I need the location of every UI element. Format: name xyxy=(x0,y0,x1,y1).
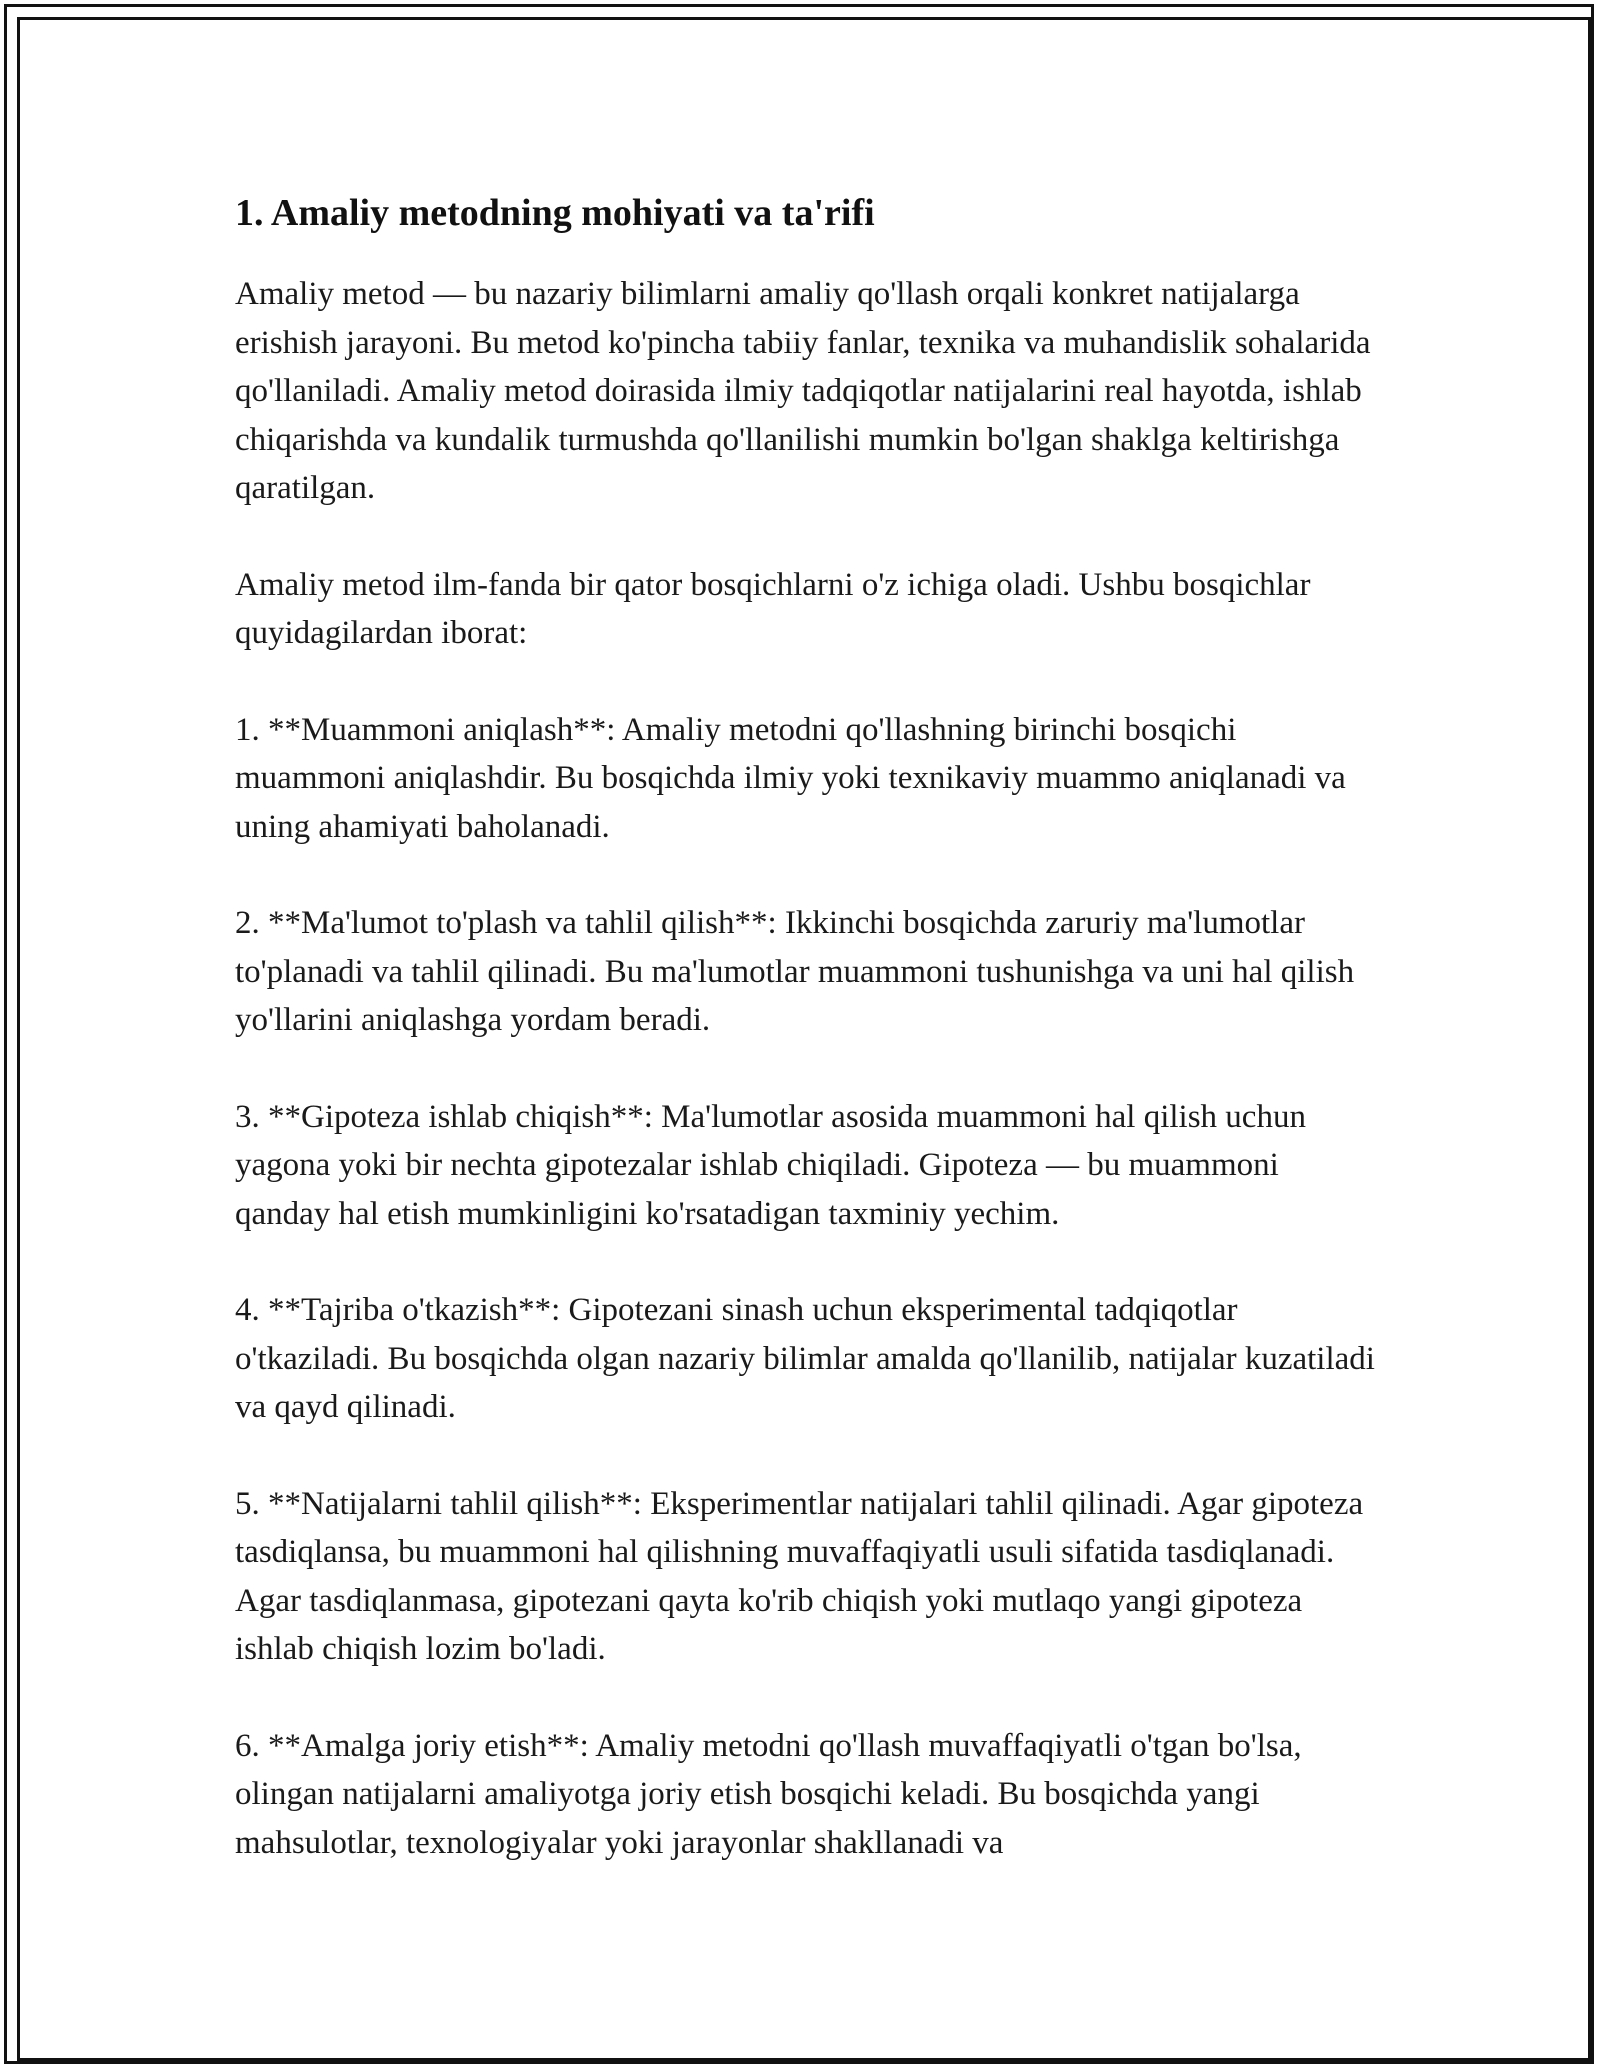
document-body xyxy=(235,186,1375,1915)
list-item-step-4: 4. **Tajriba o'tkazish**: Gipotezani sinash uchun eksperimental tadqiqotlar o'tkaziladi. Bu bosqichda olgan nazariy bilimlar amalda qo'llanilib, natijalar kuzatiladi va qayd qilinadi. xyxy=(235,1292,1375,1425)
list-item-step-1: 1. **Muammoni aniqlash**: Amaliy metodni qo'llashning birinchi bosqichi muammoni aniqlashdir. Bu bosqichda ilmiy yoki texnikaviy muammo aniqlanadi va uning ahamiyati baholanadi. xyxy=(235,711,1346,845)
list-item-step-3: 3. **Gipoteza ishlab chiqish**: Ma'lumotlar asosida muammoni hal qilish uchun yagona yoki bir nechta gipotezalar ishlab chiqiladi. Gipoteza — bu muammoni qanday hal etish mumkinligini ko'rsatadigan taxminiy yechim. xyxy=(235,1098,1306,1232)
section-heading: 1. Amaliy metodning mohiyati va ta'rifi xyxy=(235,192,875,234)
paragraph-stages-intro: Amaliy metod ilm-fanda bir qator bosqichlarni o'z ichiga oladi. Ushbu bosqichlar quyidagilardan iborat: xyxy=(235,566,1311,651)
paragraph-intro: Amaliy metod — bu nazariy bilimlarni amaliy qo'llash orqali konkret natijalarga erishish jarayoni. Bu metod ko'pincha tabiiy fanlar, texnika va muhandislik sohalarida qo'llaniladi. Amaliy metod doirasida ilmiy tadqiqotlar natijalarini real hayotda, ishlab chiqarishda va kundalik turmushda qo'llanilishi mumkin bo'lgan shaklga keltirishga qaratilgan. xyxy=(235,276,1371,506)
list-item-step-2: 2. **Ma'lumot to'plash va tahlil qilish**: Ikkinchi bosqichda zaruriy ma'lumotlar to'planadi va tahlil qilinadi. Bu ma'lumotlar muammoni tushunishga va uni hal qilish yo'llarini aniqlashga yordam beradi. xyxy=(235,905,1355,1038)
list-item-step-5: 5. **Natijalarni tahlil qilish**: Eksperimentlar natijalari tahlil qilinadi. Agar gipoteza tasdiqlansa, bu muammoni hal qilishning muvaffaqiyatli usuli sifatida tasdiqlanadi. Agar tasdiqlanmasa, gipotezani qayta ko'rib chiqish yoki mutlaqo yangi gipoteza ishlab chiqish lozim bo'ladi. xyxy=(235,1485,1364,1667)
list-item-step-6: 6. **Amalga joriy etish**: Amaliy metodni qo'llash muvaffaqiyatli o'tgan bo'lsa, olingan natijalarni amaliyotga joriy etish bosqichi keladi. Bu bosqichda yangi mahsulotlar, texnologiyalar yoki jarayonlar shakllanadi va xyxy=(235,1727,1302,1861)
